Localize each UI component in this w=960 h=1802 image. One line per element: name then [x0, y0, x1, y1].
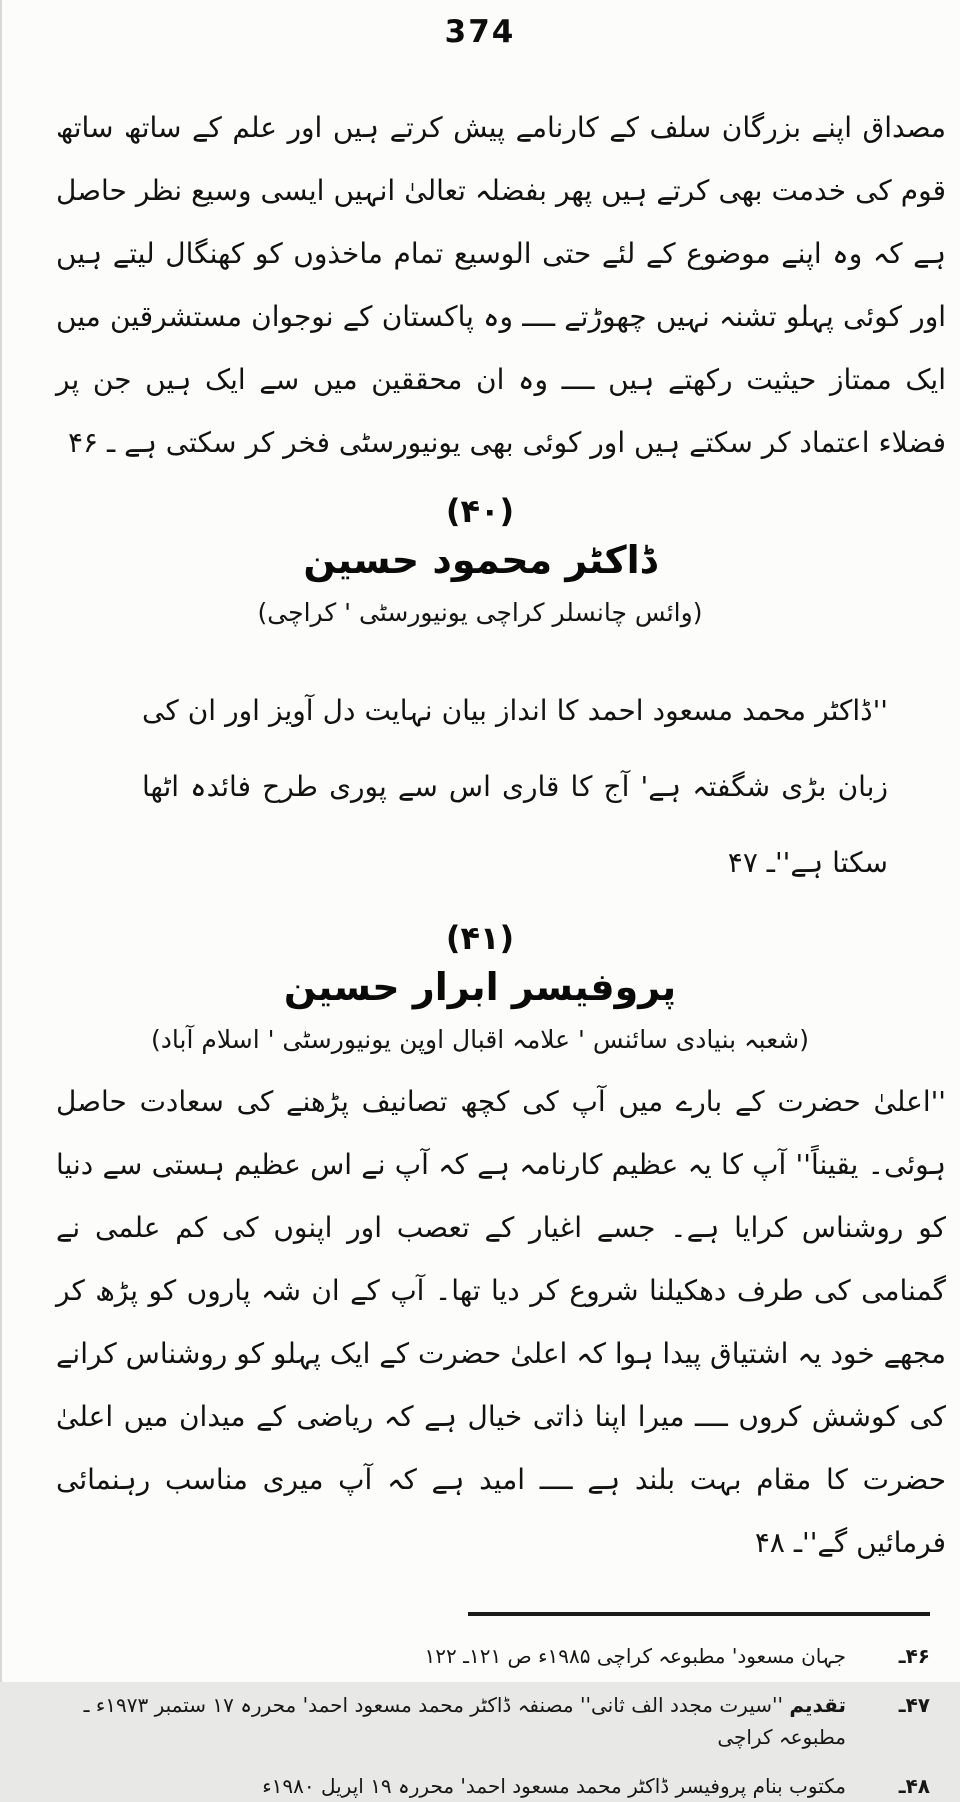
footnote-46-number: ۴۶ـ: [898, 1644, 930, 1668]
footnote-48-number: ۴۸ـ: [898, 1774, 930, 1798]
intro-paragraph: مصداق اپنے بزرگان سلف کے کارنامے پیش کرتے ہیں اور علم کے ساتھ ساتھ قوم کی خدمت بھی کرتے ہیں پھر بفضلہ تعالیٰ انہیں ایسی وسیع نظر حاصل ہے کہ وہ اپنے موضوع کے لئے حتی الوسیع تمام ماخذوں کو کھنگال لیتے ہیں اور کوئی پہلو تشنہ نہیں چھوڑتے ــــ وہ پاکستان کے نوجوان مستشرقین میں ایک ممتاز حیثیت رکھتے ہیں ــــ وہ ان محققین میں سے ایک ہیں جن پر فضلاء اعتماد کر سکتے ہیں اور کوئی بھی یونیورسٹی فخر کر سکتی ہے ـ ۴۶: [56, 111, 946, 459]
section-40-person-affiliation: (وائس چانسلر کراچی یونیورسٹی ' کراچی): [257, 598, 703, 627]
section-41-marker: (۴۱): [445, 919, 515, 957]
scan-edge-artifact: [0, 0, 2, 1682]
footnote-row-47: [58, 1689, 930, 1753]
section-41-person-name: پروفیسر ابرار حسین: [283, 965, 677, 1009]
page-number: 374: [444, 14, 516, 50]
section-41: [0, 919, 960, 1054]
footnote-row-46: [58, 1640, 930, 1672]
footnote-47-lead-word: تقدیم: [789, 1693, 846, 1717]
footnote-47-text: [58, 1689, 846, 1753]
footnote-divider: [468, 1612, 930, 1616]
footnote-47-number: ۴۷ـ: [898, 1693, 930, 1717]
footnote-46-text: جہان مسعود' مطبوعہ کراچی ۱۹۸۵ء ص ۱۲۱ـ ۱۲۲: [424, 1644, 846, 1668]
section-40-person-name: ڈاکٹر محمود حسین: [303, 538, 657, 582]
section-41-person-affiliation: (شعبہ بنیادی سائنس ' علامہ اقبال اوپن یونیورسٹی ' اسلام آباد): [151, 1025, 809, 1054]
section-40: [0, 492, 960, 627]
section-40-quote: ''ڈاکٹر محمد مسعود احمد کا انداز بیان نہایت دل آویز اور ان کی زبان بڑی شگفتہ ہے' آج کا قاری اس سے پوری طرح فائدہ اٹھا سکتا ہے''ـ ۴۷: [142, 694, 888, 879]
footnotes: [0, 1640, 960, 1802]
footnote-48-text: مکتوب بنام پروفیسر ڈاکٹر محمد مسعود احمد' محررہ ۱۹ اپریل ۱۹۸۰ء: [262, 1774, 846, 1798]
footnote-row-48: [58, 1770, 930, 1802]
footnote-47-body: ''سیرت مجدد الف ثانی'' مصنفہ ڈاکٹر محمد مسعود احمد' محررہ ۱۷ ستمبر ۱۹۷۳ء ـ مطبوعہ کراچی: [83, 1693, 846, 1749]
section-41-quote: ''اعلیٰ حضرت کے بارے میں آپ کی کچھ تصانیف پڑھنے کی سعادت حاصل ہوئی۔ یقیناً'' آپ کا یہ عظیم کارنامہ ہے کہ آپ نے اس عظیم ہستی سے دنیا کو روشناس کرایا ہے۔ جسے اغیار کے تعصب اور اپنوں کی کم علمی نے گمنامی کی طرف دھکیلنا شروع کر دیا تھا۔ آپ کے ان شہ پاروں کو پڑھ کر مجھے خود یہ اشتیاق پیدا ہوا کہ اعلیٰ حضرت کے ایک پہلو کو روشناس کرانے کی کوشش کروں ــــ میرا اپنا ذاتی خیال ہے کہ ریاضی کے میدان میں اعلیٰ حضرت کا مقام بہت بلند ہے ــــ امید ہے کہ آپ میری مناسب رہنمائی فرمائیں گے''ـ ۴۸: [56, 1085, 946, 1559]
section-40-marker: (۴۰): [445, 492, 515, 530]
